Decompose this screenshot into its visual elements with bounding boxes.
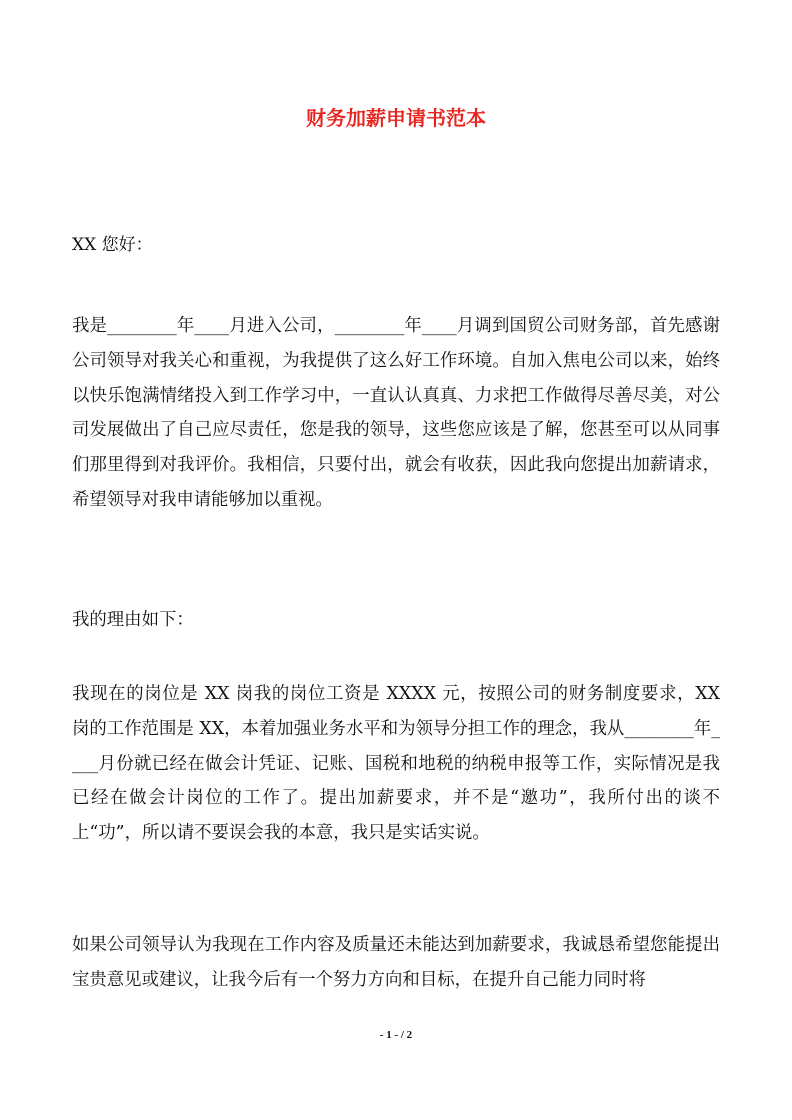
greeting-line: XX 您好： <box>72 235 153 255</box>
paragraph-reasons-heading: 我的理由如下： <box>72 610 194 630</box>
document-title: 财务加薪申请书范本 <box>306 106 486 130</box>
paragraph-position-details: 我现在的岗位是 XX 岗我的岗位工资是 XXXX 元，按照公司的财务制度要求，XX 岗的工作范围是 XX，本着加强业务水平和为领导分担工作的理念，我从________年____月份就已经在做会计凭证、记账、国税和地税的纳税申报等工作，实际情况是我已经在做会计岗位的工作了。提出加薪要求，并不是“邀功”，我所付出的谈不上“功”，所以请不要误会我的本意，我只是实话实说。 <box>72 684 720 844</box>
page-number: - 1 - / 2 <box>379 1029 413 1041</box>
paragraph-intro: 我是________年____月进入公司，________年____月调到国贸公司财务部，首先感谢公司领导对我关心和重视，为我提供了这么好工作环境。自加入焦电公司以来，始终以快乐饱满情绪投入到工作学习中，一直认认真真、力求把工作做得尽善尽美，对公司发展做出了自己应尽责任，您是我的领导，这些您应该是了解，您甚至可以从同事们那里得到对我评价。我相信，只要付出，就会有收获，因此我向您提出加薪请求，希望领导对我申请能够加以重视。 <box>72 316 720 510</box>
paragraph-request-feedback: 如果公司领导认为我现在工作内容及质量还未能达到加薪要求，我诚恳希望您能提出宝贵意见或建议，让我今后有一个努力方向和目标，在提升自己能力同时将 <box>72 935 720 990</box>
